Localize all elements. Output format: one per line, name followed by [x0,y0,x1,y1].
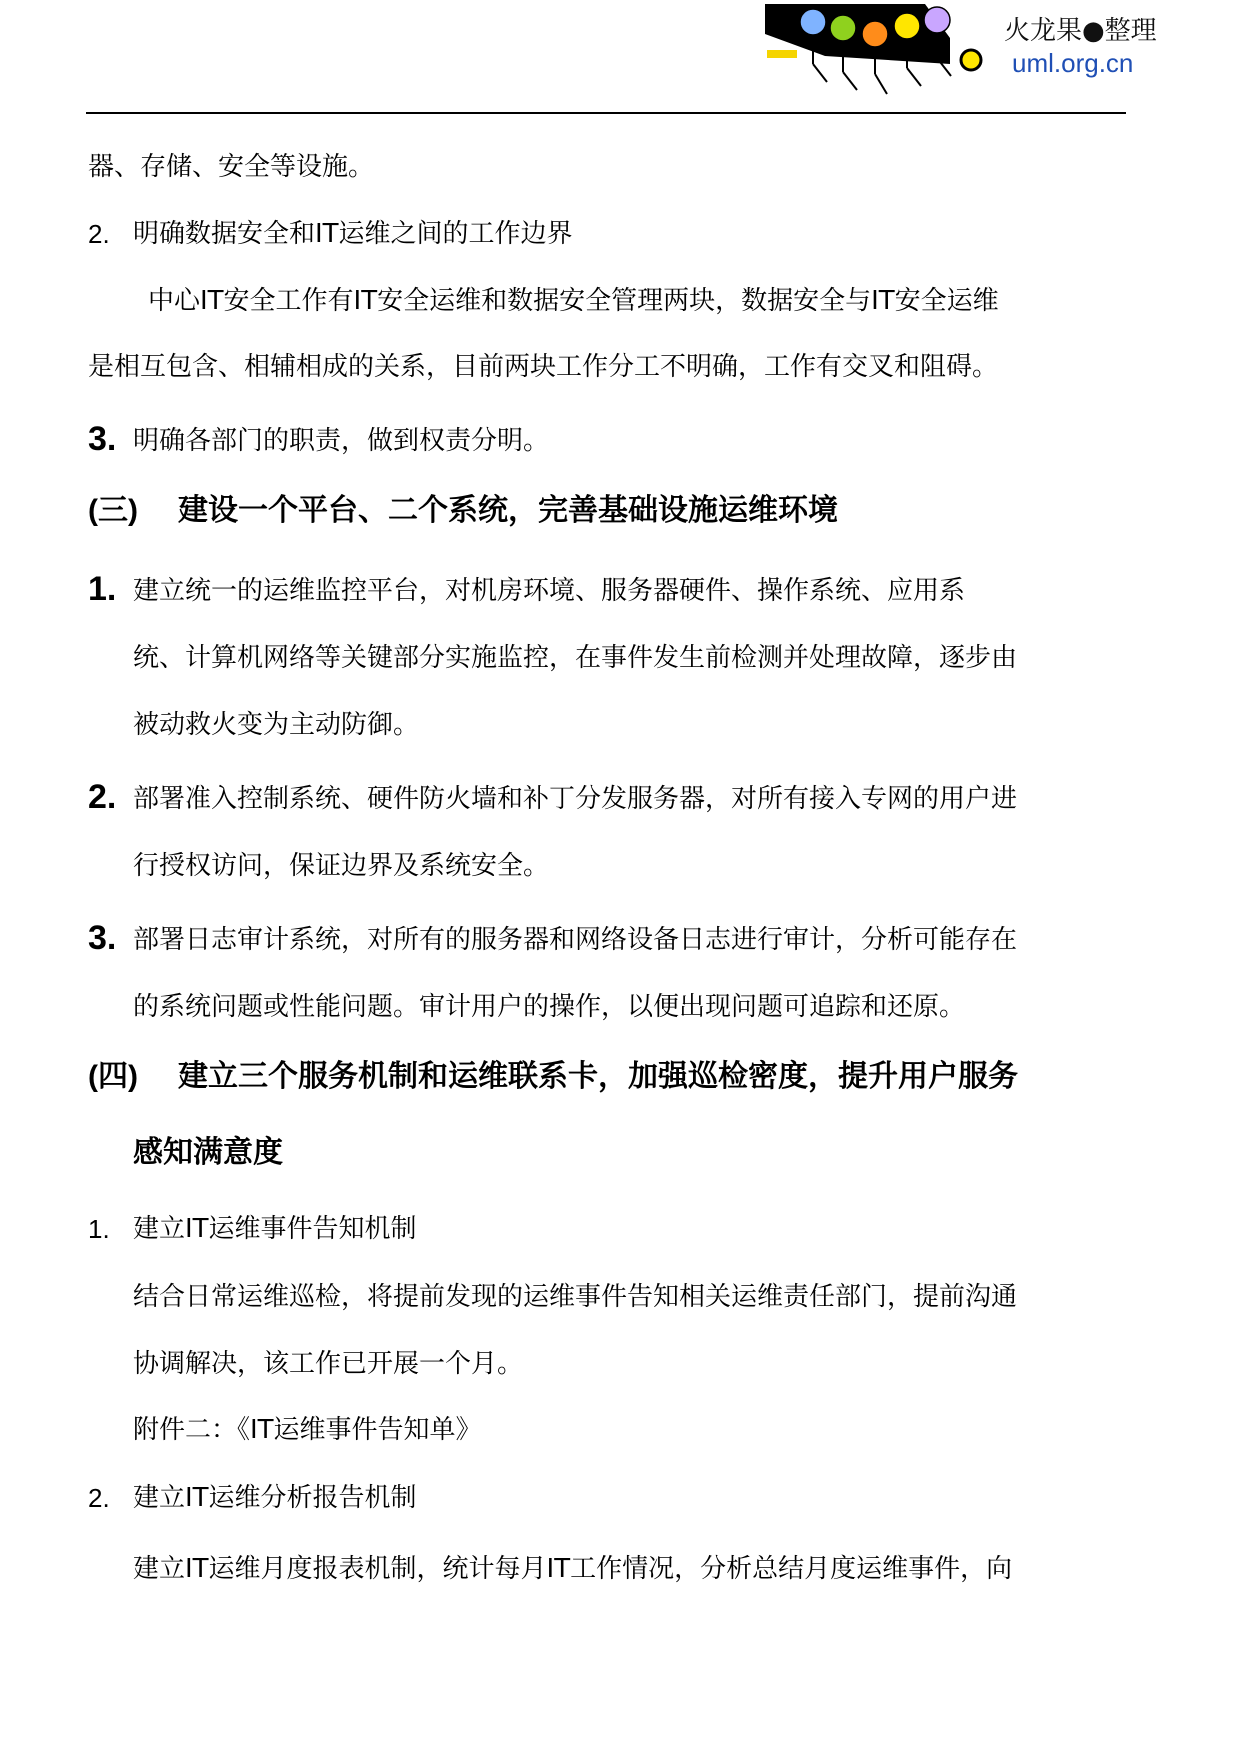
item-line: 建立统一的运维监控平台，对机房环境、服务器硬件、操作系统、应用系 [133,576,966,606]
item-line: 被动救火变为主动防御。 [133,710,420,740]
item-number: 3. [88,420,117,458]
item-number: 2. [88,1483,110,1513]
header-divider [86,112,1126,114]
item-number: 3. [88,919,117,957]
item-number: 1. [88,1214,110,1244]
item-number: 2. [88,778,117,816]
attachment-reference: 附件二：《IT运维事件告知单》 [133,1415,482,1445]
paragraph-line: 中心IT安全工作有IT安全运维和数据安全管理两块，数据安全与IT安全运维 [148,286,999,316]
item-line: 行授权访问，保证边界及系统安全。 [133,851,550,881]
brand-text: 火龙果●整理 [1004,16,1157,46]
item-line: 部署日志审计系统，对所有的服务器和网络设备日志进行审计，分析可能存在 [133,925,1018,955]
item-number: 2. [88,219,110,249]
item-line: 统、计算机网络等关键部分实施监控，在事件发生前检测并处理故障，逐步由 [133,643,1018,673]
section-heading-continued: 感知满意度 [133,1135,283,1170]
item-number: 1. [88,570,117,608]
logo-graphic [765,4,995,98]
item-text: 明确各部门的职责，做到权责分明。 [133,426,550,456]
section-label: (三) [88,494,138,527]
item-line: 部署准入控制系统、硬件防火墙和补丁分发服务器，对所有接入专网的用户进 [133,784,1018,814]
paragraph-line: 协调解决，该工作已开展一个月。 [133,1349,524,1379]
item-line: 的系统问题或性能问题。审计用户的操作，以便出现问题可追踪和还原。 [133,992,966,1022]
item-title: 建立IT运维事件告知机制 [133,1214,417,1244]
section-heading: 建立三个服务机制和运维联系卡，加强巡检密度，提升用户服务 [178,1059,1018,1094]
continuation-line: 器、存储、安全等设施。 [88,152,375,182]
section-label: (四) [88,1060,138,1093]
paragraph-line: 是相互包含、相辅相成的关系，目前两块工作分工不明确，工作有交叉和阻碍。 [88,352,999,382]
section-heading: 建设一个平台、二个系统，完善基础设施运维环境 [178,493,838,528]
item-title: 明确数据安全和IT运维之间的工作边界 [133,219,573,249]
paragraph-line: 建立IT运维月度报表机制，统计每月IT工作情况，分析总结月度运维事件，向 [133,1554,1013,1584]
paragraph-line: 结合日常运维巡检，将提前发现的运维事件告知相关运维责任部门，提前沟通 [133,1282,1018,1312]
item-title: 建立IT运维分析报告机制 [133,1483,417,1513]
site-url[interactable]: uml.org.cn [1012,48,1134,78]
